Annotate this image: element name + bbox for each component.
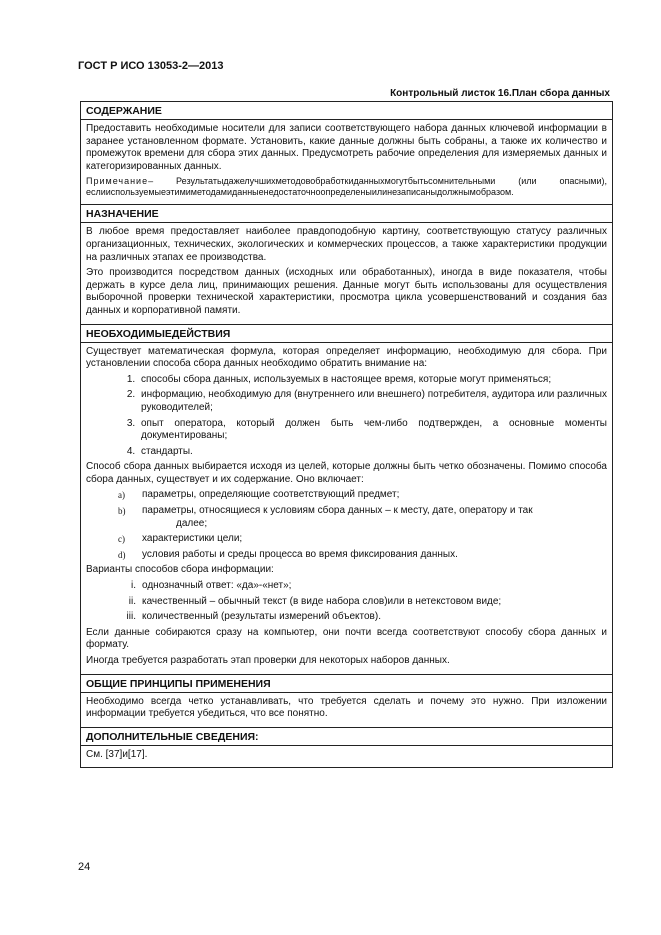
list-item-text: количественный (результаты измерений объектов). (142, 611, 381, 623)
actions-paragraph-2: Способ сбора данных выбирается исходя из целей, которые должны быть четко обозначены. Помимо способа сбора данных, существует и их содержание. Оно включает: (86, 461, 607, 485)
list-item (86, 533, 607, 546)
list-item (86, 505, 607, 530)
roman-list (86, 580, 607, 624)
lettered-list (86, 489, 607, 561)
list-item (86, 611, 607, 624)
list-item: 1. способы сбора данных, используемых в настоящее время, которые могут применяться; (138, 374, 607, 387)
section-title-principles: ОБЩИЕ ПРИНЦИПЫ ПРИМЕНЕНИЯ (81, 675, 612, 693)
additional-paragraph: См. [37]и[17]. (86, 748, 148, 760)
page-number: 24 (78, 861, 91, 873)
actions-paragraph-4: Если данные собираются сразу на компьютер, они почти всегда соответствуют способу сбора данных и формату. (86, 626, 607, 651)
list-item (86, 596, 607, 609)
section-body-additional (81, 746, 612, 768)
content-paragraph: Предоставить необходимые носители для записи соответствующего набора данных ключевой информации в заранее установленном формате. Установить, какие данные должны быть собраны, а также их количество и промежуток времени для сбора этих данных. Предусмотреть рабочие определения для измеряемых данных и категоризированных данных. (86, 123, 607, 172)
document-standard-header: ГОСТ Р ИСО 13053-2—2013 (78, 60, 224, 72)
list-item-continuation: далее; (176, 517, 208, 529)
list-item-text: характеристики цели; (142, 533, 243, 545)
list-marker: b) (118, 506, 126, 517)
list-item-text: качественный – обычный текст (в виде набора слов)или в нетекстовом виде; (142, 595, 502, 607)
list-marker: i. (131, 580, 136, 592)
list-marker: c) (118, 534, 125, 545)
checklist-caption: Контрольный листок 16.План сбора данных (390, 88, 610, 99)
list-item: 4. стандарты. (138, 446, 607, 459)
list-item-text: параметры, относящиеся к условиям сбора данных – к месту, дате, оператору и так (142, 505, 533, 517)
list-item-text: однозначный ответ: «да»-«нет»; (142, 580, 292, 592)
purpose-paragraph-1: В любое время предоставляет наиболее правдоподобную картину, соответствующую статусу различных организационных, технических, экологических и коммерческих процессов, а также характеристики продукции на различных этапах ее производства. (86, 226, 607, 263)
list-item-text: параметры, определяющие соответствующий предмет; (142, 489, 400, 501)
list-marker: d) (118, 549, 126, 560)
note-text: – Результатыдажелучшихметодовобработкиданныхмогутбытьсомнительными (или опасными), еслииспользуемыеэтимиметодамиданныенедостаточноопределеныилинезаписаныдолжнымобразом. (86, 176, 607, 198)
section-body-principles (81, 693, 612, 728)
list-item: 3. опыт оператора, который должен быть чем-либо подтвержден, а основные моменты документированы; (138, 418, 607, 443)
list-marker: a) (118, 490, 125, 501)
section-body-actions (81, 343, 612, 675)
list-marker: ii. (128, 595, 136, 607)
section-title-purpose: НАЗНАЧЕНИЕ (81, 205, 612, 223)
actions-paragraph-5: Иногда требуется разработать этап проверки для некоторых наборов данных. (86, 655, 450, 666)
list-item: 2. информацию, необходимую для (внутреннего или внешнего) потребителя, аудитора или различных руководителей; (138, 389, 607, 414)
actions-paragraph-3: Варианты способов сбора информации: (86, 564, 274, 576)
list-item-text: условия работы и среды процесса во время фиксирования данных. (142, 548, 458, 560)
list-item (86, 549, 607, 562)
section-body-content (81, 120, 612, 205)
section-title-additional: ДОПОЛНИТЕЛЬНЫЕ СВЕДЕНИЯ: (81, 728, 612, 746)
section-body-purpose (81, 223, 612, 324)
actions-paragraph-1: Существует математическая формула, которая определяет информацию, необходимую для сбора. При установлении способа сбора данных необходимо обратить внимание на: (86, 345, 607, 370)
numbered-list (86, 374, 607, 459)
section-title-content: СОДЕРЖАНИЕ (81, 102, 612, 120)
note-label: Примечание (86, 176, 149, 187)
section-title-actions: НЕОБХОДИМЫЕДЕЙСТВИЯ (81, 325, 612, 343)
list-item (86, 580, 607, 593)
checklist-table (80, 101, 613, 768)
content-note (86, 176, 607, 198)
list-item (86, 489, 607, 502)
list-marker: iii. (126, 611, 136, 623)
principles-paragraph: Необходимо всегда четко устанавливать, что требуется сделать и почему это нужно. При изложении информации требуется убедиться, что все понятно. (86, 695, 607, 720)
purpose-paragraph-2: Это производится посредством данных (исходных или обработанных), иногда в виде показателя, чтобы держать в курсе дела лиц, принимающих решения. Данные могут быть использованы для осуществления выборочной проверки технической характеристики, просмотра цикла усовершенствований и создания баз данных и корпоративной памяти. (86, 267, 607, 316)
